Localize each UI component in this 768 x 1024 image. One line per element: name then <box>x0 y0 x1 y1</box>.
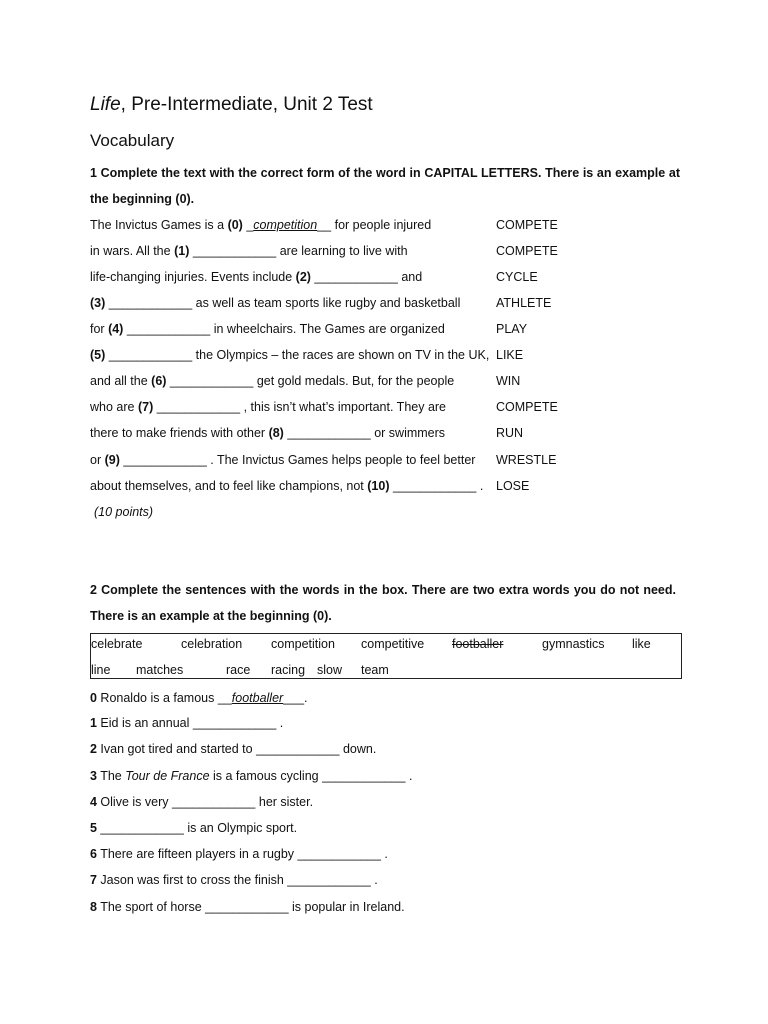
exercise-1-row: or (9) ____________ . The Invictus Games helps people to feel better WRESTLE <box>90 447 690 473</box>
box-word: gymnastics <box>542 637 605 651</box>
capital-word: ATHLETE <box>496 296 552 310</box>
title-rest: , Pre-Intermediate, Unit 2 Test <box>120 94 373 115</box>
capital-word: COMPETE <box>496 400 558 414</box>
sentence: 3 The Tour de France is a famous cycling ____________ . <box>90 769 413 783</box>
capital-word: COMPETE <box>496 244 558 258</box>
section-heading: Vocabulary <box>90 131 175 150</box>
box-word-example: footballer <box>452 637 504 651</box>
box-word: competition <box>271 637 335 651</box>
box-word: like <box>632 637 651 651</box>
box-word: slow <box>317 663 343 677</box>
exercise-1-row: who are (7) ____________ , this isn’t what’s important. They are COMPETE <box>90 394 690 420</box>
exercise-1-row: (5) ____________ the Olympics – the races are shown on TV in the UK, LIKE <box>90 342 690 368</box>
example-answer: footballer <box>231 691 284 705</box>
exercise-1-row: for (4) ____________ in wheelchairs. The Games are organized PLAY <box>90 316 690 342</box>
capital-word: WRESTLE <box>496 453 557 467</box>
sentence: 4 Olive is very ____________ her sister. <box>90 795 314 809</box>
capital-word: LIKE <box>496 348 524 362</box>
capital-word: CYCLE <box>496 270 538 284</box>
capital-word: RUN <box>496 426 524 440</box>
box-word: competitive <box>361 637 425 651</box>
points-note: (10 points) <box>94 505 154 519</box>
exercise-1-row: about themselves, and to feel like champions, not (10) ____________ . LOSE <box>90 473 690 499</box>
example-answer: competition <box>253 218 318 232</box>
sentence: 0 Ronaldo is a famous __footballer___. <box>90 691 308 705</box>
sentence: 6 There are fifteen players in a rugby ____________ . <box>90 847 388 861</box>
box-word: celebrate <box>91 637 143 651</box>
sentence: 1 Eid is an annual ____________ . <box>90 716 284 730</box>
sentence: 8 The sport of horse ____________ is popular in Ireland. <box>90 900 405 914</box>
capital-word: LOSE <box>496 479 530 493</box>
exercise-1-row: and all the (6) ____________ get gold medals. But, for the people WIN <box>90 368 690 394</box>
sentence: 2 Ivan got tired and started to ____________ down. <box>90 742 377 756</box>
box-word: racing <box>271 663 306 677</box>
box-word: line <box>91 663 111 677</box>
exercise-1-row: The Invictus Games is a (0) _competition__ for people injured COMPETE <box>90 212 690 238</box>
exercise-1-row: in wars. All the (1) ____________ are learning to live with COMPETE <box>90 238 690 264</box>
box-word: matches <box>136 663 184 677</box>
title-book-name: Life <box>90 94 121 115</box>
exercise-1-row: there to make friends with other (8) ____________ or swimmers RUN <box>90 420 690 446</box>
word-box <box>90 633 682 679</box>
exercise-1-row: (3) ____________ as well as team sports like rugby and basketball ATHLETE <box>90 290 690 316</box>
sentence: 5 ____________ is an Olympic sport. <box>90 821 298 835</box>
capital-word: WIN <box>496 374 521 388</box>
box-word: team <box>361 663 389 677</box>
capital-word: PLAY <box>496 322 528 336</box>
page-title <box>90 94 373 116</box>
exercise-1-instruction: 1 Complete the text with the correct form of the word in CAPITAL LETTERS. There is an example at the beginning (0). <box>90 166 680 206</box>
box-word: race <box>226 663 251 677</box>
box-word: celebration <box>181 637 243 651</box>
exercise-2-instruction: 2 Complete the sentences with the words in the box. There are two extra words you do not need. There is an example at the beginning (0). <box>90 583 676 623</box>
capital-word: COMPETE <box>496 218 558 232</box>
sentence: 7 Jason was first to cross the finish ____________ . <box>90 873 378 887</box>
exercise-1-row: life-changing injuries. Events include (2) ____________ and CYCLE <box>90 264 690 290</box>
